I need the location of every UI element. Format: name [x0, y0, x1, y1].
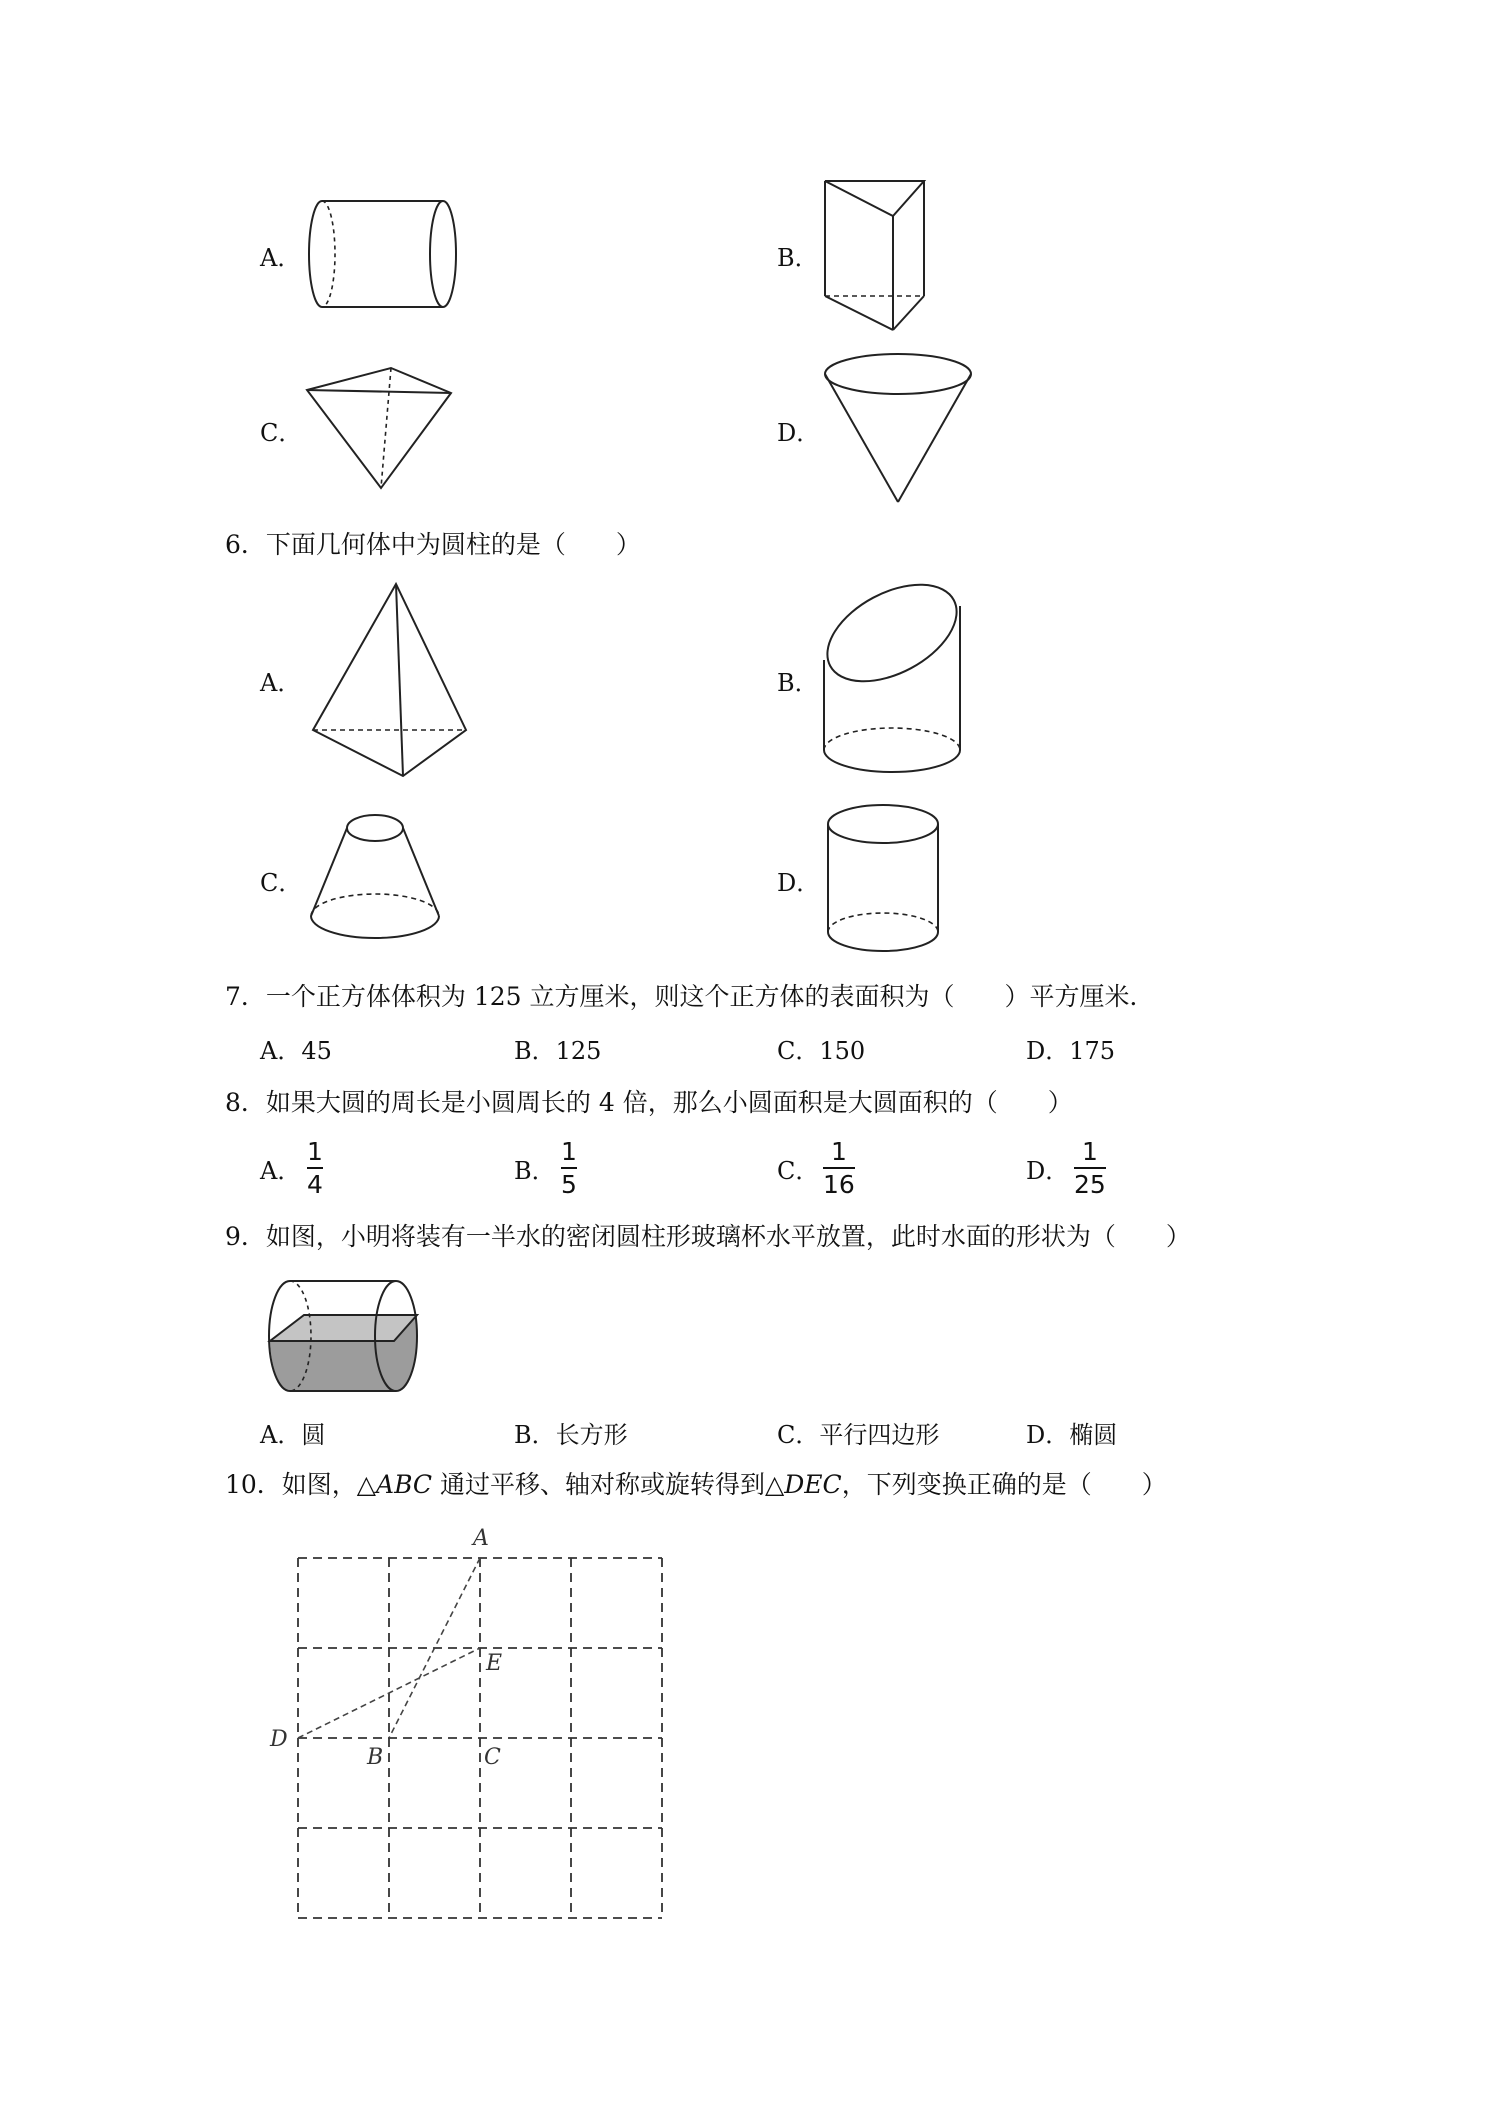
q5-option-c-label: C．: [260, 419, 303, 447]
q6-frustum-figure: [303, 808, 453, 948]
q8-option-d-fraction: [1074, 1138, 1106, 1199]
fraction-numerator: 1: [830, 1137, 847, 1166]
q7-option-d: D．175: [1026, 1037, 1116, 1065]
q9-option-d: D．椭圆: [1026, 1421, 1118, 1449]
fraction-bar: [561, 1167, 577, 1169]
fraction-denominator: 5: [561, 1170, 577, 1199]
q8-option-b-fraction: [561, 1138, 577, 1199]
fraction-numerator: 1: [561, 1137, 577, 1166]
point-label-c: C: [484, 1745, 501, 1770]
q5-inverted-cone-figure: [818, 350, 978, 508]
q5-option-a-label: A．: [260, 244, 302, 272]
fraction-bar: [1074, 1167, 1106, 1169]
q6-option-d-label: D．: [777, 869, 821, 897]
q8-stem: 8．如果大圆的周长是小圆周长的 4 倍，那么小圆面积是大圆面积的（ ）: [225, 1088, 1073, 1117]
fraction-numerator: 1: [307, 1137, 323, 1166]
q8-option-b-label: B．: [514, 1157, 556, 1185]
q6-option-a-label: A．: [260, 669, 302, 697]
q6-slant-cut-cylinder-figure: [818, 580, 968, 780]
q10-triangle-dec: DEC: [784, 1470, 842, 1499]
fraction-bar: [823, 1167, 855, 1169]
q7-option-b: B．125: [514, 1037, 602, 1065]
fraction-numerator: 1: [1081, 1137, 1098, 1166]
q6-cylinder-figure: [823, 800, 948, 960]
q6-stem: 6．下面几何体中为圆柱的是（ ）: [225, 530, 641, 559]
fraction-bar: [307, 1167, 323, 1169]
q10-stem-suffix: ，下列变换正确的是（ ）: [841, 1470, 1167, 1499]
q7-option-a: A．45: [260, 1037, 332, 1065]
q8-option-a-label: A．: [260, 1157, 302, 1185]
point-label-e: E: [486, 1651, 503, 1676]
fraction-denominator: 25: [1074, 1170, 1106, 1199]
q5-option-b-label: B．: [777, 244, 819, 272]
q9-option-a: A．圆: [260, 1421, 326, 1449]
q9-option-b: B．长方形: [514, 1421, 628, 1449]
point-label-a: A: [473, 1526, 489, 1551]
q10-grid-figure: [270, 1520, 670, 1930]
q5-triangular-prism-figure: [820, 178, 930, 333]
q7-stem: 7．一个正方体体积为 125 立方厘米，则这个正方体的表面积为（ ）平方厘米．: [225, 982, 1155, 1011]
q5-option-d-label: D．: [777, 419, 821, 447]
q10-stem-middle: 通过平移、轴对称或旋转得到△: [432, 1470, 785, 1499]
q10-triangle-abc: ABC: [376, 1470, 433, 1499]
q5-horizontal-cylinder-figure: [300, 195, 465, 320]
point-label-d: D: [270, 1727, 288, 1752]
fraction-denominator: 16: [823, 1170, 855, 1199]
fraction-denominator: 4: [307, 1170, 323, 1199]
q6-option-c-label: C．: [260, 869, 303, 897]
q9-stem: 9．如图，小明将装有一半水的密闭圆柱形玻璃杯水平放置，此时水面的形状为（ ）: [225, 1222, 1191, 1251]
q9-option-c: C．平行四边形: [777, 1421, 940, 1449]
q8-option-d-label: D．: [1026, 1157, 1070, 1185]
q5-tetrahedron-figure: [303, 362, 458, 500]
point-label-b: B: [367, 1745, 384, 1770]
q8-option-c-label: C．: [777, 1157, 820, 1185]
q7-option-c: C．150: [777, 1037, 866, 1065]
q10-stem-prefix: 10．如图，△: [225, 1470, 377, 1499]
q8-option-a-fraction: [307, 1138, 323, 1199]
q6-option-b-label: B．: [777, 669, 819, 697]
dashed-grid: [298, 1558, 662, 1918]
q10-stem: [225, 1470, 1167, 1500]
q9-half-filled-cylinder-figure: [262, 1275, 422, 1400]
q8-option-c-fraction: [823, 1138, 855, 1199]
q6-pyramid-figure: [303, 580, 478, 780]
